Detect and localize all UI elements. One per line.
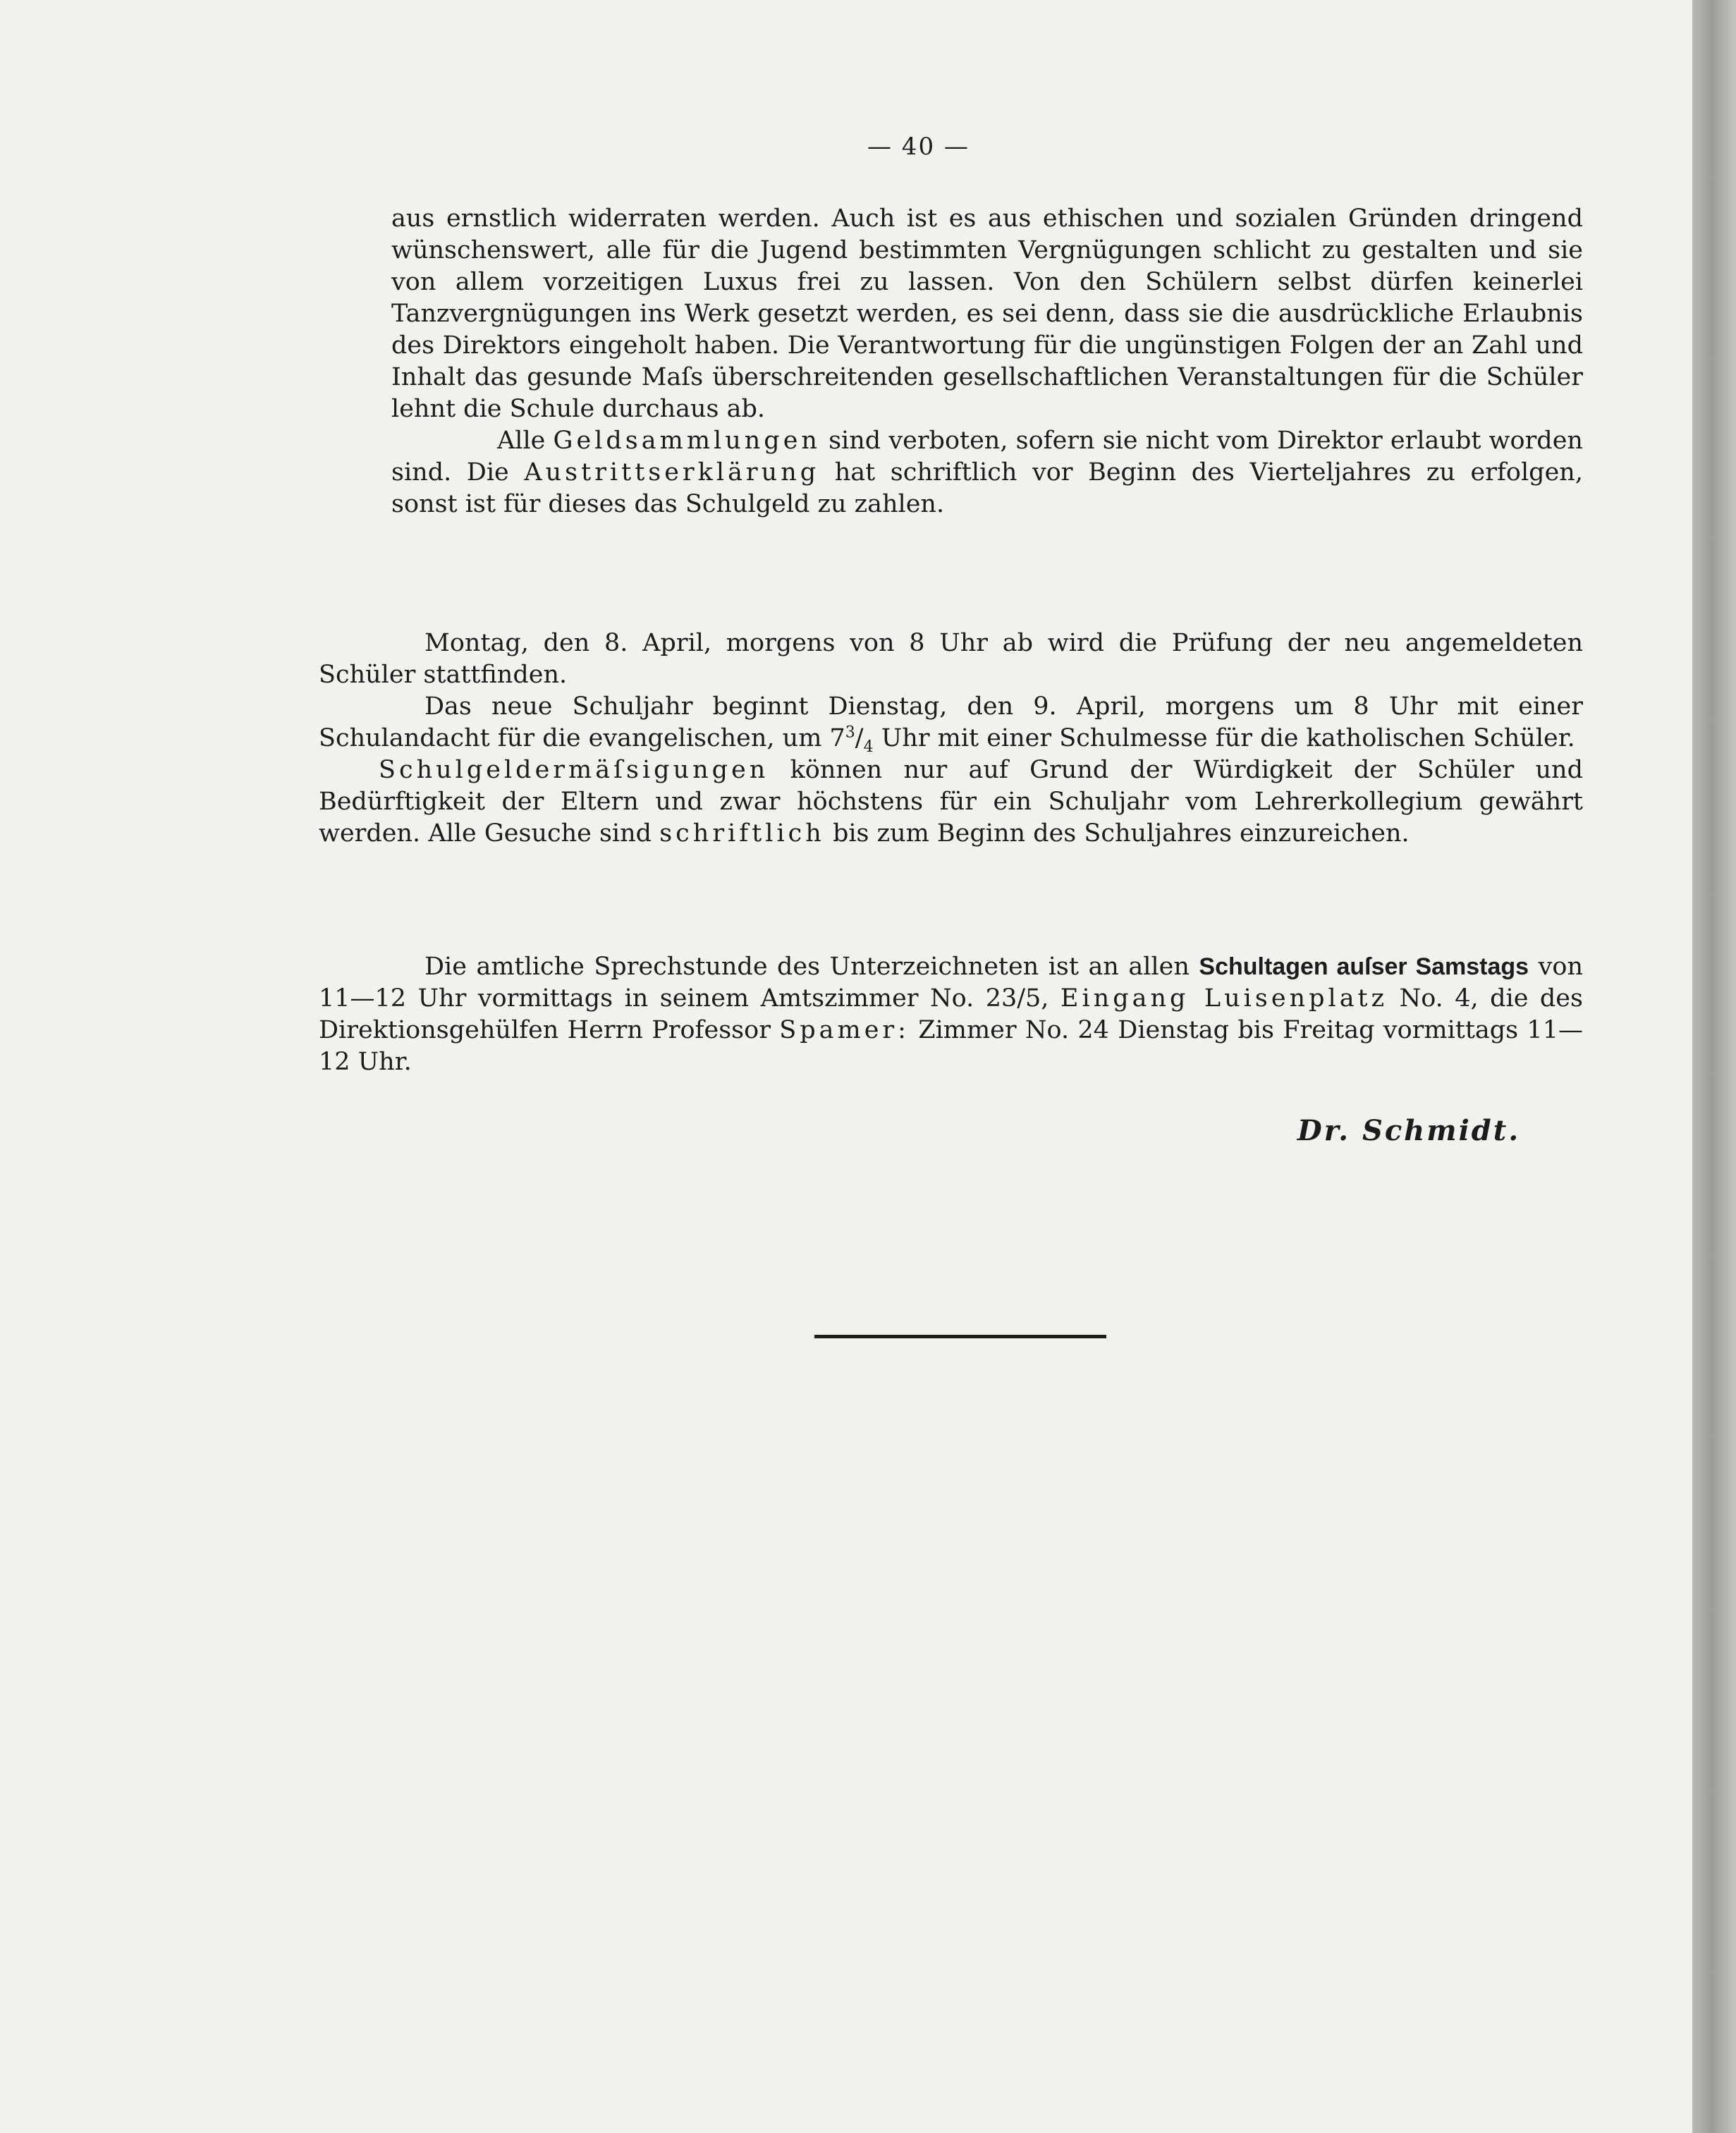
spaced-term-eingang-luisenplatz: Eingang Luisenplatz: [1060, 984, 1388, 1013]
paragraph-school-year: Das neue Schuljahr beginnt Dienstag, den 9. April, morgens um 8 Uhr mit einer Schulandacht für die evangelischen, um $7^3/_4$ Uhr mit einer Schulmesse für die katholischen Schüler.: [319, 692, 1583, 756]
paragraph-entertainment: aus ernstlich widerraten werden. Auch ist es aus ethischen und sozialen Gründen dringend wünschenswert, alle für die Jugend bestimmten Vergnügungen schlicht zu gestalten und sie von allem vorzeitigen Luxus frei zu lassen. Von den Schülern selbst dürfen keinerlei Tanzvergnügungen ins Werk gesetzt werden, es sei denn, dass sie die ausdrückliche Erlaubnis des Direktors eingeholt haben. Die Verantwortung für die ungünstigen Folgen der an Zahl und Inhalt das gesunde Maſs überschreitenden gesellschaftlichen Veranstaltungen für die Schüler lehnt die Schule durchaus ab.: [391, 204, 1583, 423]
paragraph-collections-withdrawal: Alle Geldsammlungen sind verboten, sofern sie nicht vom Direktor erlaubt worden sind. Die Austrittserklärung hat schriftlich vor Beginn des Vierteljahres zu erfolgen, sonst ist für dieses das Schulgeld zu zahlen.: [391, 427, 1583, 518]
paragraph-office-hours: Die amtliche Sprechstunde des Unterzeichneten ist an allen Schultagen auſser Samstags von 11—12 Uhr vormittags in seinem Amtszimmer No. 23/5, Eingang Luisenplatz No. 4, die des Direktionsgehülfen Herrn Professor Spamer: Zimmer No. 24 Dienstag bis Freitag vormittags 11—12 Uhr.: [319, 953, 1583, 1076]
page-number: — 40 —: [867, 133, 970, 161]
bold-term-schultagen: Schultagen auſser Samstags: [1199, 953, 1529, 980]
text-block-schedule: [319, 628, 1583, 850]
horizontal-rule: [814, 1335, 1106, 1338]
spaced-term-geldsammlungen: Geldsammlungen: [553, 427, 821, 455]
spaced-term-spamer: Spamer:: [779, 1016, 910, 1044]
spaced-term-austrittserklaerung: Austrittserklärung: [524, 458, 820, 487]
spaced-term-schulgeldermaessigungen: Schulgeldermäſsigungen: [379, 756, 769, 784]
text-block-rules: [391, 203, 1583, 520]
page-edge-shadow: [1692, 0, 1736, 2133]
spaced-term-schriftlich: schriftlich: [659, 819, 825, 848]
text-block-office-hours: [319, 951, 1583, 1078]
signature: Dr. Schmidt.: [1297, 1114, 1521, 1147]
paragraph-fee-reduction: Schulgeldermäſsigungen können nur auf Grund der Würdigkeit der Schüler und Bedürftigkeit der Eltern und zwar höchstens für ein Schuljahr vom Lehrerkollegium gewährt werden. Alle Gesuche sind schriftlich bis zum Beginn des Schuljahres einzureichen.: [319, 756, 1583, 848]
paragraph-exam: Montag, den 8. April, morgens von 8 Uhr ab wird die Prüfung der neu angemeldeten Schüler stattfinden.: [319, 629, 1583, 689]
